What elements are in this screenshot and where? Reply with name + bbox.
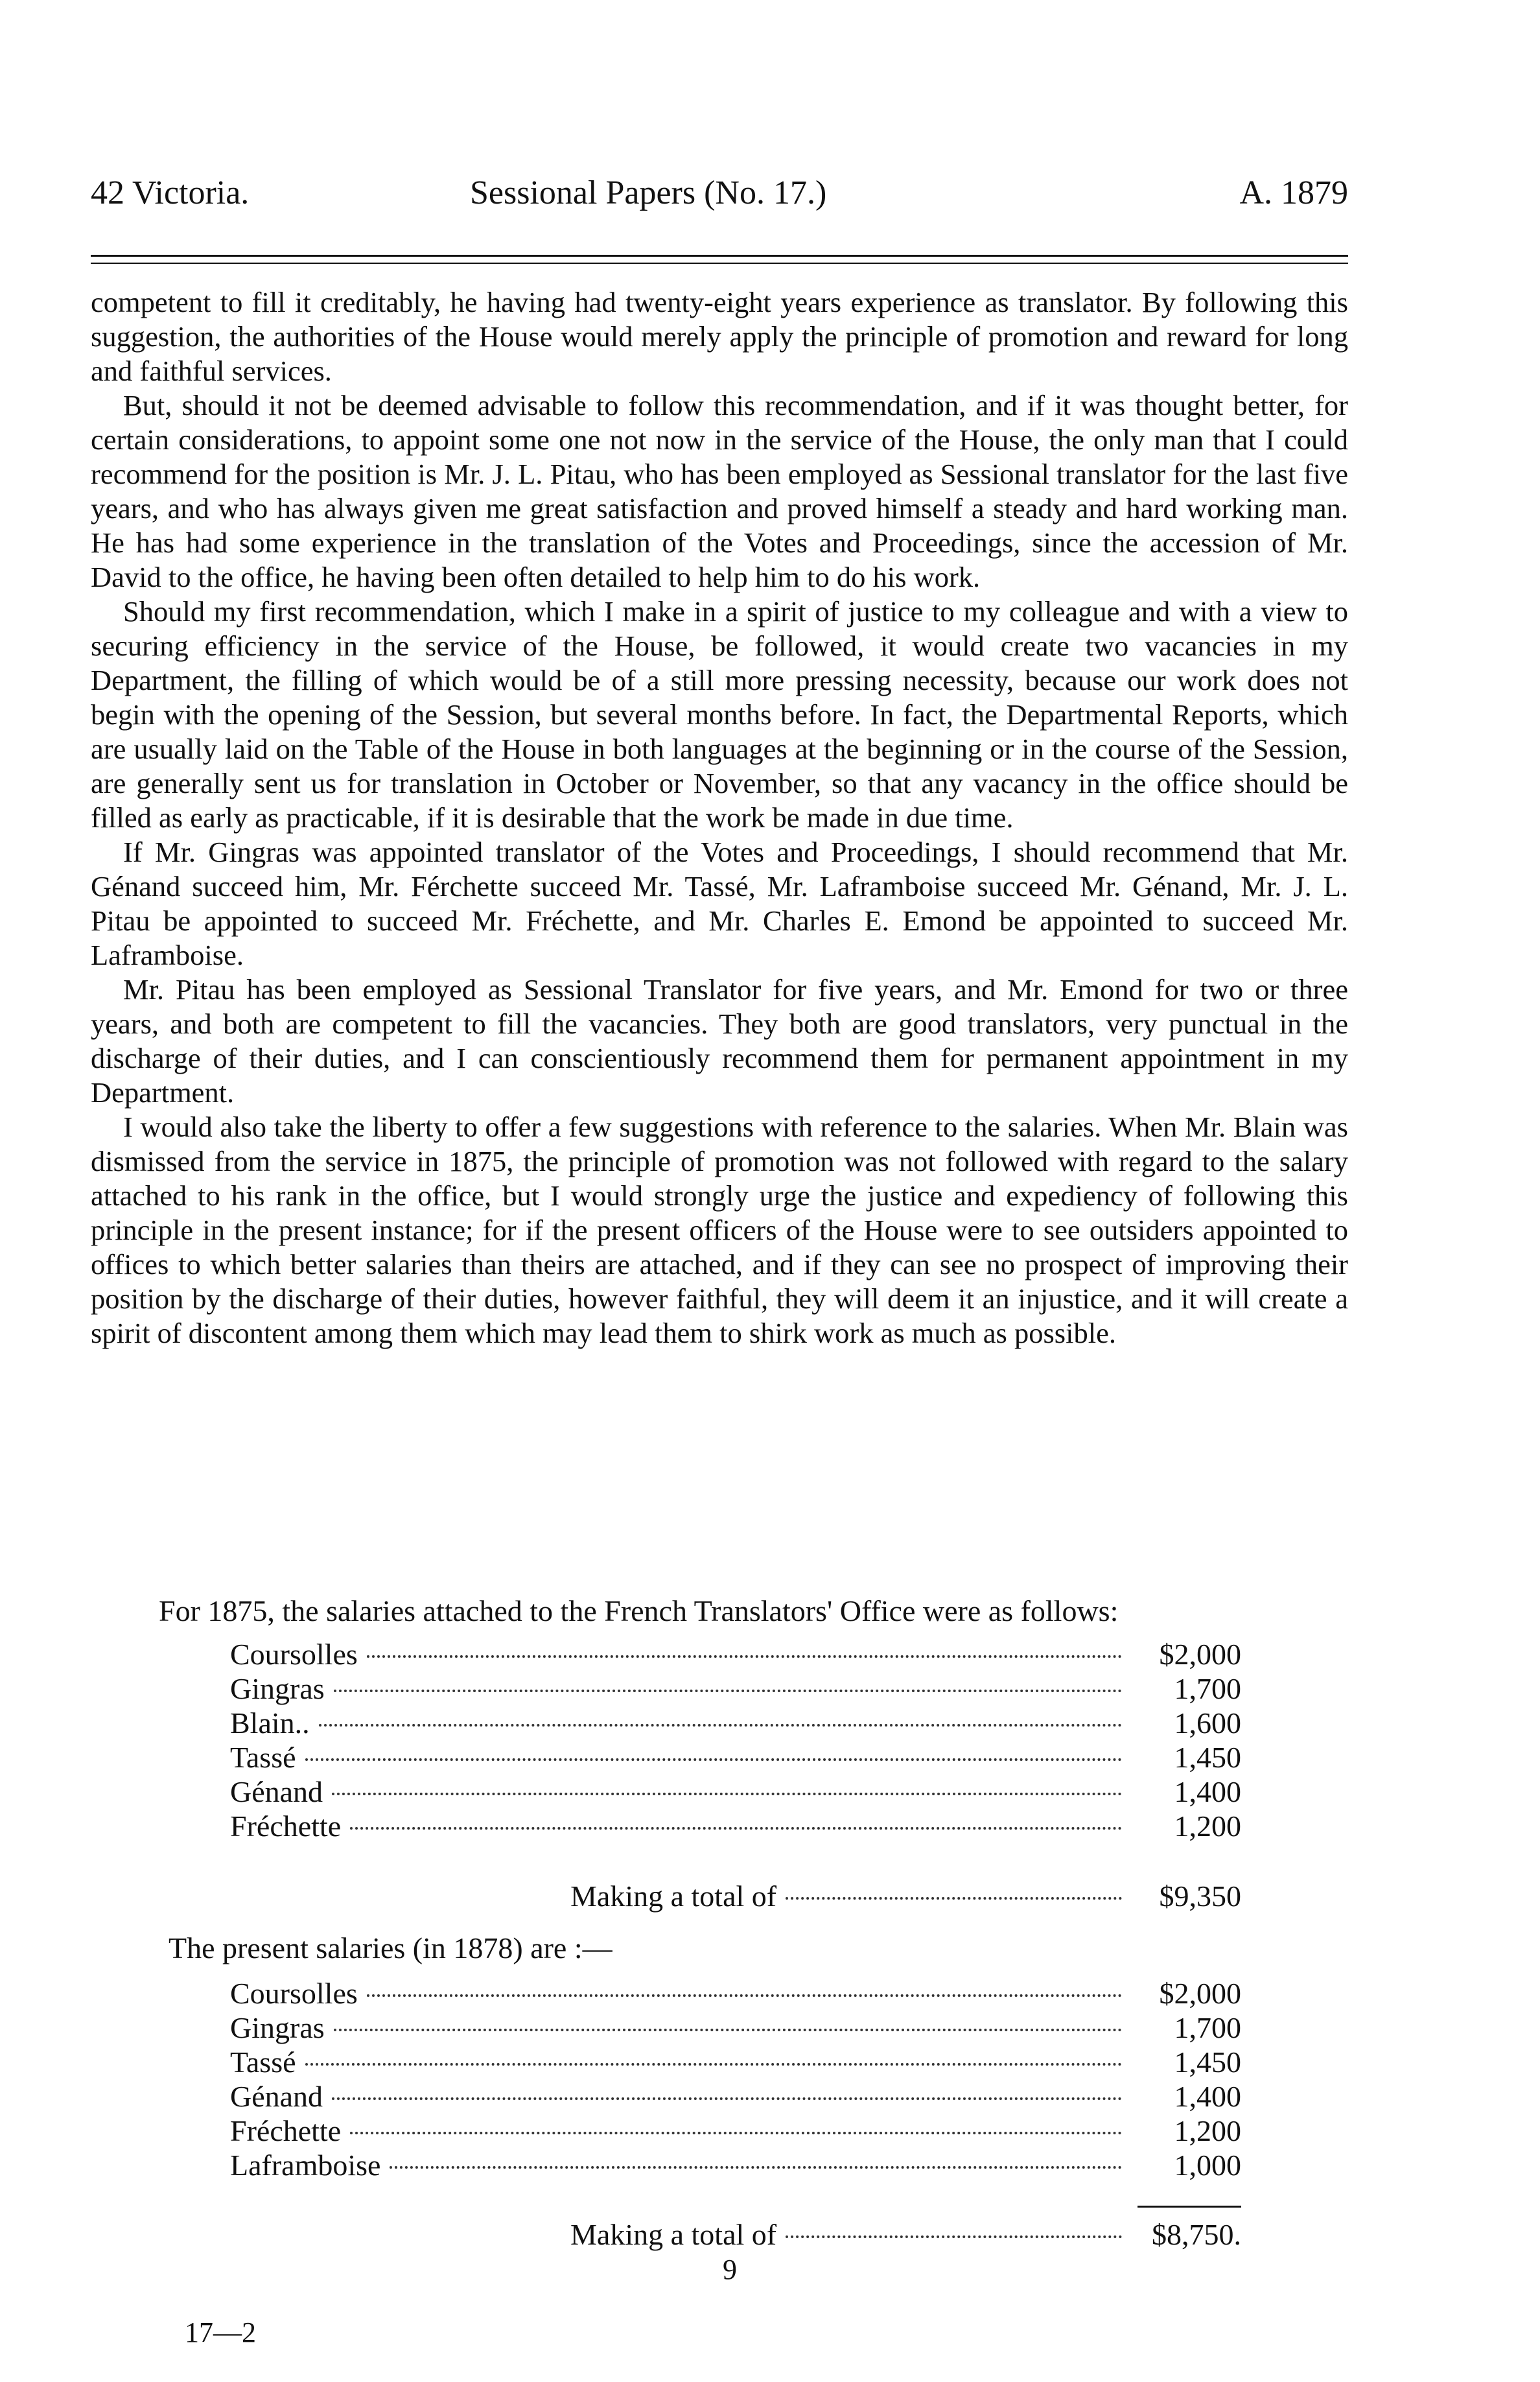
salary-name: Fréchette xyxy=(230,2114,342,2147)
table-row xyxy=(230,1637,1241,1671)
dot-leader xyxy=(305,1758,1122,1761)
salary-name: Tassé xyxy=(230,1741,296,1774)
salary-amount: 1,450 xyxy=(1174,1741,1241,1774)
salary-amount: 1,450 xyxy=(1174,2046,1241,2079)
paragraph: But, should it not be deemed advisable to follow this recommendation, and if it was thought better, for certain considerations, to appoint some one not now in the service of the House, the only man that I could recommend for the position is Mr. J. L. Pitau, who has been employed as Sessional translator for the last five years, and who has always given me great satisfaction and proved himself a steady and hard working man. He has had some experience in the translation of the Votes and Proceedings, since the accession of Mr. David to the office, he having been often detailed to help him to do his work. xyxy=(91,389,1348,593)
dot-leader xyxy=(332,2097,1122,2100)
salary-name: Tassé xyxy=(230,2046,296,2079)
salary-name: Génand xyxy=(230,1775,323,1808)
salary-total-1875 xyxy=(570,1879,1241,1913)
paragraph: Should my first recommendation, which I make in a spirit of justice to my colleague and with a view to securing efficiency in the service of the House, be followed, it would create two vacancies in my Department, the filling of which would be of a still more pressing necessity, because our work does not begin with the opening of the Session, but several months before. In fact, the Departmental Reports, which are usually laid on the Table of the House in both languages at the beginning or in the course of the Session, are generally sent us for translation in October or November, so that any vacancy in the office should be filled as early as practicable, if it is desirable that the work be made in due time. xyxy=(91,595,1348,834)
salary-name: Fréchette xyxy=(230,1810,342,1843)
table-row xyxy=(230,1976,1241,2011)
table-row xyxy=(230,1809,1241,1843)
table-row xyxy=(230,1775,1241,1809)
paragraph: competent to fill it creditably, he having had twenty-eight years experience as translator. By following this suggestion, the authorities of the House would merely apply the principle of promotion and reward for long and faithful services. xyxy=(91,286,1348,387)
salary-name: Gingras xyxy=(230,1672,325,1705)
salary-amount: 1,600 xyxy=(1174,1706,1241,1739)
salary-amount: 1,700 xyxy=(1174,1672,1241,1705)
header-rule xyxy=(91,263,1348,264)
salary-amount: 1,200 xyxy=(1174,1810,1241,1843)
total-label: Making a total of xyxy=(570,1880,777,1913)
salary-table-intro-1875: For 1875, the salaries attached to the French Translators' Office were as follows: xyxy=(159,1594,1119,1627)
total-label: Making a total of xyxy=(570,2218,777,2251)
dot-leader xyxy=(390,2166,1122,2169)
salary-name: Coursolles xyxy=(230,1977,358,2010)
salary-name: Coursolles xyxy=(230,1638,358,1671)
salary-amount: 1,400 xyxy=(1174,1775,1241,1808)
header-regnal-year: 42 Victoria. xyxy=(91,174,250,211)
total-amount: $8,750. xyxy=(1152,2218,1241,2251)
dot-leader xyxy=(334,1690,1122,1692)
table-row xyxy=(230,2114,1241,2148)
dot-leader xyxy=(786,1897,1122,1900)
sum-rule xyxy=(1138,2206,1241,2208)
dot-leader xyxy=(786,2235,1122,2238)
salary-table-intro-1878: The present salaries (in 1878) are :— xyxy=(169,1931,612,1964)
dot-leader xyxy=(350,1827,1122,1830)
dot-leader xyxy=(319,1724,1122,1727)
salary-amount: $2,000 xyxy=(1159,1638,1241,1671)
table-row xyxy=(230,1740,1241,1775)
page-number: 9 xyxy=(723,2254,737,2285)
paragraph: Mr. Pitau has been employed as Sessional Translator for five years, and Mr. Emond for two or three years, and both are competent to fill the vacancies. They both are good translators, very punctual in the discharge of their duties, and I can conscientiously recommend them for permanent appointment in my Department. xyxy=(91,973,1348,1109)
running-header xyxy=(91,174,1348,226)
table-row xyxy=(230,1671,1241,1706)
table-row xyxy=(230,2079,1241,2114)
header-rule xyxy=(91,255,1348,257)
salary-table-1875 xyxy=(230,1637,1241,1843)
table-row xyxy=(230,2011,1241,2045)
salary-name: Laframboise xyxy=(230,2149,381,2182)
salary-total-1878 xyxy=(570,2217,1241,2252)
dot-leader xyxy=(367,1655,1122,1658)
salary-amount: 1,400 xyxy=(1174,2080,1241,2113)
table-row xyxy=(230,2148,1241,2182)
salary-name: Blain.. xyxy=(230,1706,310,1739)
table-row xyxy=(230,2045,1241,2079)
dot-leader xyxy=(332,1793,1122,1795)
header-year: A. 1879 xyxy=(1239,174,1348,211)
salary-table-1878 xyxy=(230,1976,1241,2182)
salary-amount: 1,000 xyxy=(1174,2149,1241,2182)
total-amount: $9,350 xyxy=(1159,1880,1241,1913)
sheet-signature: 17—2 xyxy=(185,2317,256,2348)
paragraph: If Mr. Gingras was appointed translator of the Votes and Proceedings, I should recommend that Mr. Génand succeed him, Mr. Férchette succeed Mr. Tassé, Mr. Laframboise succeed Mr. Génand, Mr. J. L. Pitau be appointed to succeed Mr. Fréchette, and Mr. Charles E. Emond be appointed to succeed Mr. Laframboise. xyxy=(91,836,1348,971)
salary-name: Gingras xyxy=(230,2011,325,2044)
paragraph: I would also take the liberty to offer a few suggestions with reference to the salaries. When Mr. Blain was dismissed from the service in 1875, the principle of promotion was not followed with regard to the salary attached to his rank in the office, but I would strongly urge the justice and expediency of following this principle in the present instance; for if the present officers of the House were to see outsiders appointed to offices to which better salaries than theirs are attached, and if they can see no prospect of improving their position by the discharge of their duties, however faithful, they will deem it an injustice, and it will create a spirit of discontent among them which may lead them to shirk work as much as possible. xyxy=(91,1111,1348,1349)
body-text xyxy=(91,285,1348,1350)
dot-leader xyxy=(334,2029,1122,2031)
dot-leader xyxy=(367,1994,1122,1997)
salary-amount: $2,000 xyxy=(1159,1977,1241,2010)
dot-leader xyxy=(305,2063,1122,2066)
table-row xyxy=(230,1706,1241,1740)
dot-leader xyxy=(350,2132,1122,2134)
salary-amount: 1,200 xyxy=(1174,2114,1241,2147)
header-title: Sessional Papers (No. 17.) xyxy=(470,174,827,211)
salary-amount: 1,700 xyxy=(1174,2011,1241,2044)
salary-name: Génand xyxy=(230,2080,323,2113)
